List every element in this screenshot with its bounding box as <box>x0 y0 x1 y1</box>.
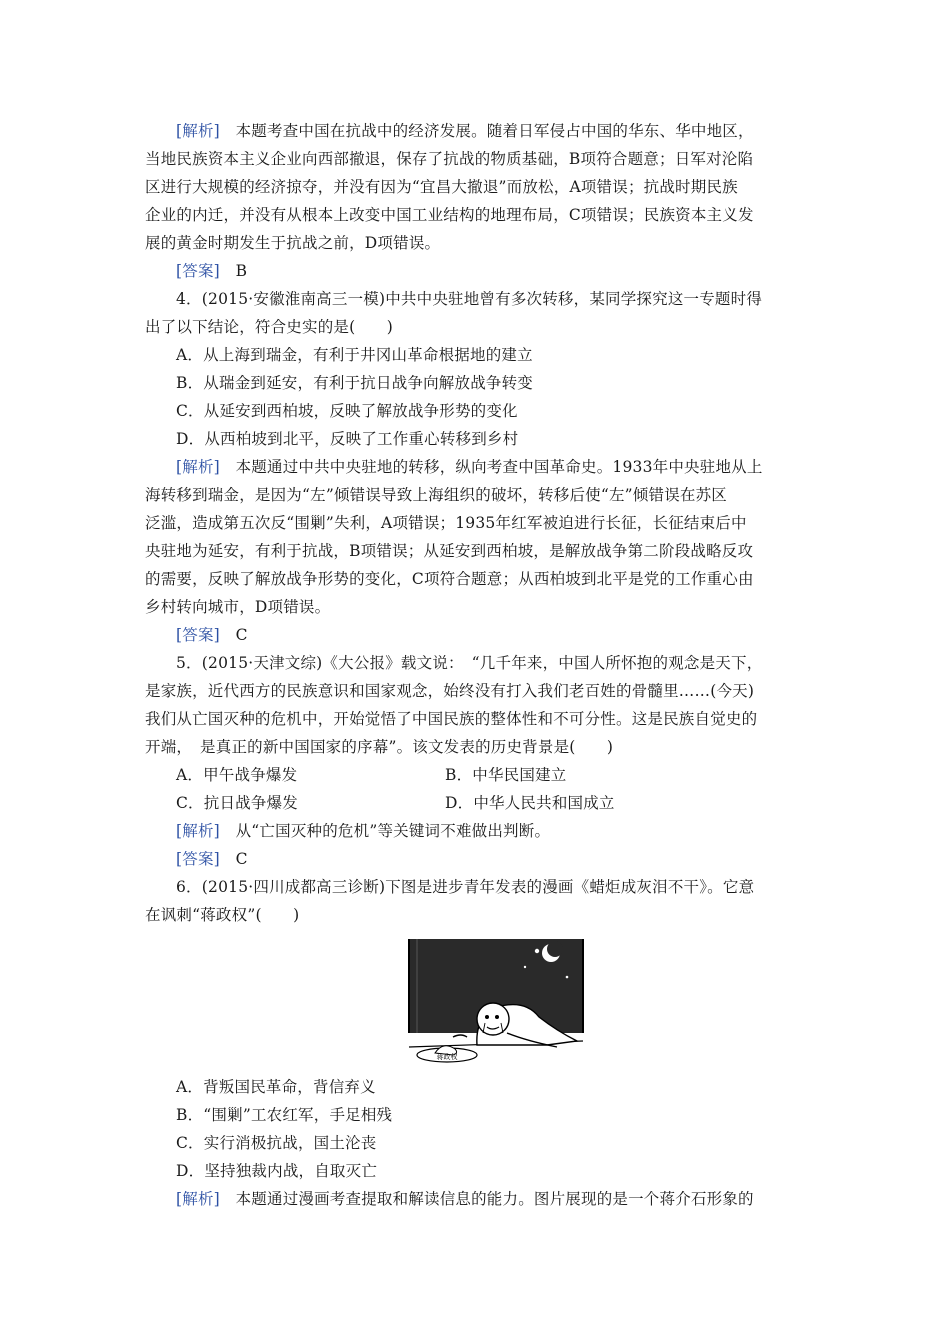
q4-answer-value: C <box>235 626 248 644</box>
q5-answer-value: C <box>235 850 248 868</box>
q3-answer <box>176 261 856 281</box>
q6-option-b: B．“围剿”工农红军，手足相残 <box>176 1106 393 1124</box>
q5-analysis: [解析] 从“亡国灭种的危机”等关键词不难做出判断。 <box>176 822 551 840</box>
q5-option-c: C．抗日战争爆发 <box>176 794 298 812</box>
q5-option-a: A．甲午战争爆发 <box>176 766 298 784</box>
q6-analysis-line-1: [解析] 本题通过漫画考查提取和解读信息的能力。图片展现的是一个蒋介石形象的 <box>176 1190 754 1208</box>
q4-option-a: A．从上海到瑞金，有利于井冈山革命根据地的建立 <box>176 346 533 364</box>
q4-option-c: C．从延安到西柏坡，反映了解放战争形势的变化 <box>176 402 518 420</box>
q4-stem-line-1: 4．(2015·安徽淮南高三一模)中共中央驻地曾有多次转移，某同学探究这一专题时得 <box>176 290 763 308</box>
q4-analysis-line-4: 央驻地为延安，有利于抗战，B项错误；从延安到西柏坡，是解放战争第二阶段战略反攻 <box>145 542 754 560</box>
q6-stem-line-1: 6．(2015·四川成都高三诊断)下图是进步青年发表的漫画《蜡炬成灰泪不干》。它意 <box>176 878 755 896</box>
q4-option-b: B．从瑞金到延安，有利于抗日战争向解放战争转变 <box>176 374 533 392</box>
q5-stem-line-3: 我们从亡国灭种的危机中，开始觉悟了中国民族的整体性和不可分性。这是民族自觉史的 <box>145 710 758 728</box>
q3-analysis-line-4: 企业的内迁，并没有从根本上改变中国工业结构的地理布局，C项错误；民族资本主义发 <box>145 206 754 224</box>
q4-analysis-line-3: 泛滥，造成第五次反“围剿”失利，A项错误；1935年红军被迫进行长征，长征结束后中 <box>145 514 747 532</box>
q5-option-d: D．中华人民共和国成立 <box>445 794 615 812</box>
q3-analysis-line-3: 区进行大规模的经济掠夺，并没有因为“宜昌大撤退”而放松，A项错误；抗战时期民族 <box>145 178 738 196</box>
plate-label: 蒋政权 <box>436 1053 458 1061</box>
q6-option-d: D．坚持独裁内战，自取灭亡 <box>176 1162 378 1180</box>
q5-options-row-1 <box>176 765 856 785</box>
q4-analysis-line-5: 的需要，反映了解放战争形势的变化，C项符合题意；从西柏坡到北平是党的工作重心由 <box>145 570 754 588</box>
q4-option-d: D．从西柏坡到北平，反映了工作重心转移到乡村 <box>176 430 519 448</box>
q5-option-b: B．中华民国建立 <box>445 766 567 784</box>
q5-stem-line-1: 5．(2015·天津文综)《大公报》载文说： “几千年来，中国人所怀抱的观念是天下， <box>176 654 763 672</box>
q5-options-row-2 <box>176 793 856 813</box>
answer-tag: [答案] <box>176 262 220 280</box>
analysis-tag: [解析] <box>176 122 220 140</box>
q5-stem-line-2: 是家族，近代西方的民族意识和国家观念，始终没有打入我们老百姓的骨髓里……(今天) <box>145 682 755 700</box>
q3-answer-value: B <box>235 262 248 280</box>
q6-option-a: A．背叛国民革命，背信弃义 <box>176 1078 376 1096</box>
q4-answer: [答案] C <box>176 626 248 644</box>
q3-analysis-line-2: 当地民族资本主义企业向西部撤退，保存了抗战的物质基础，B项符合题意；日军对沦陷 <box>145 150 754 168</box>
q5-answer: [答案] C <box>176 850 248 868</box>
q4-analysis-line-6: 乡村转向城市，D项错误。 <box>145 598 331 616</box>
q4-analysis-line-1: [解析] 本题通过中共中央驻地的转移，纵向考查中国革命史。1933年中央驻地从上 <box>176 458 763 476</box>
q4-stem-line-2: 出了以下结论，符合史实的是( ) <box>145 318 393 336</box>
q5-stem-line-4: 开端， 是真正的新中国国家的序幕”。该文发表的历史背景是( ) <box>145 738 614 756</box>
q3-analysis-line-1: [解析] 本题考查中国在抗战中的经济发展。随着日军侵占中国的华东、华中地区， <box>176 122 754 140</box>
q6-stem-line-2: 在讽刺“蒋政权”( ) <box>145 906 300 924</box>
q3-analysis-line-5: 展的黄金时期发生于抗战之前，D项错误。 <box>145 234 441 252</box>
cartoon-image <box>407 937 585 1075</box>
q6-option-c: C．实行消极抗战，国土沦丧 <box>176 1134 377 1152</box>
figure-head <box>477 1003 509 1035</box>
q4-analysis-line-2: 海转移到瑞金，是因为“左”倾错误导致上海组织的破坏，转移后使“左”倾错误在苏区 <box>145 486 727 504</box>
